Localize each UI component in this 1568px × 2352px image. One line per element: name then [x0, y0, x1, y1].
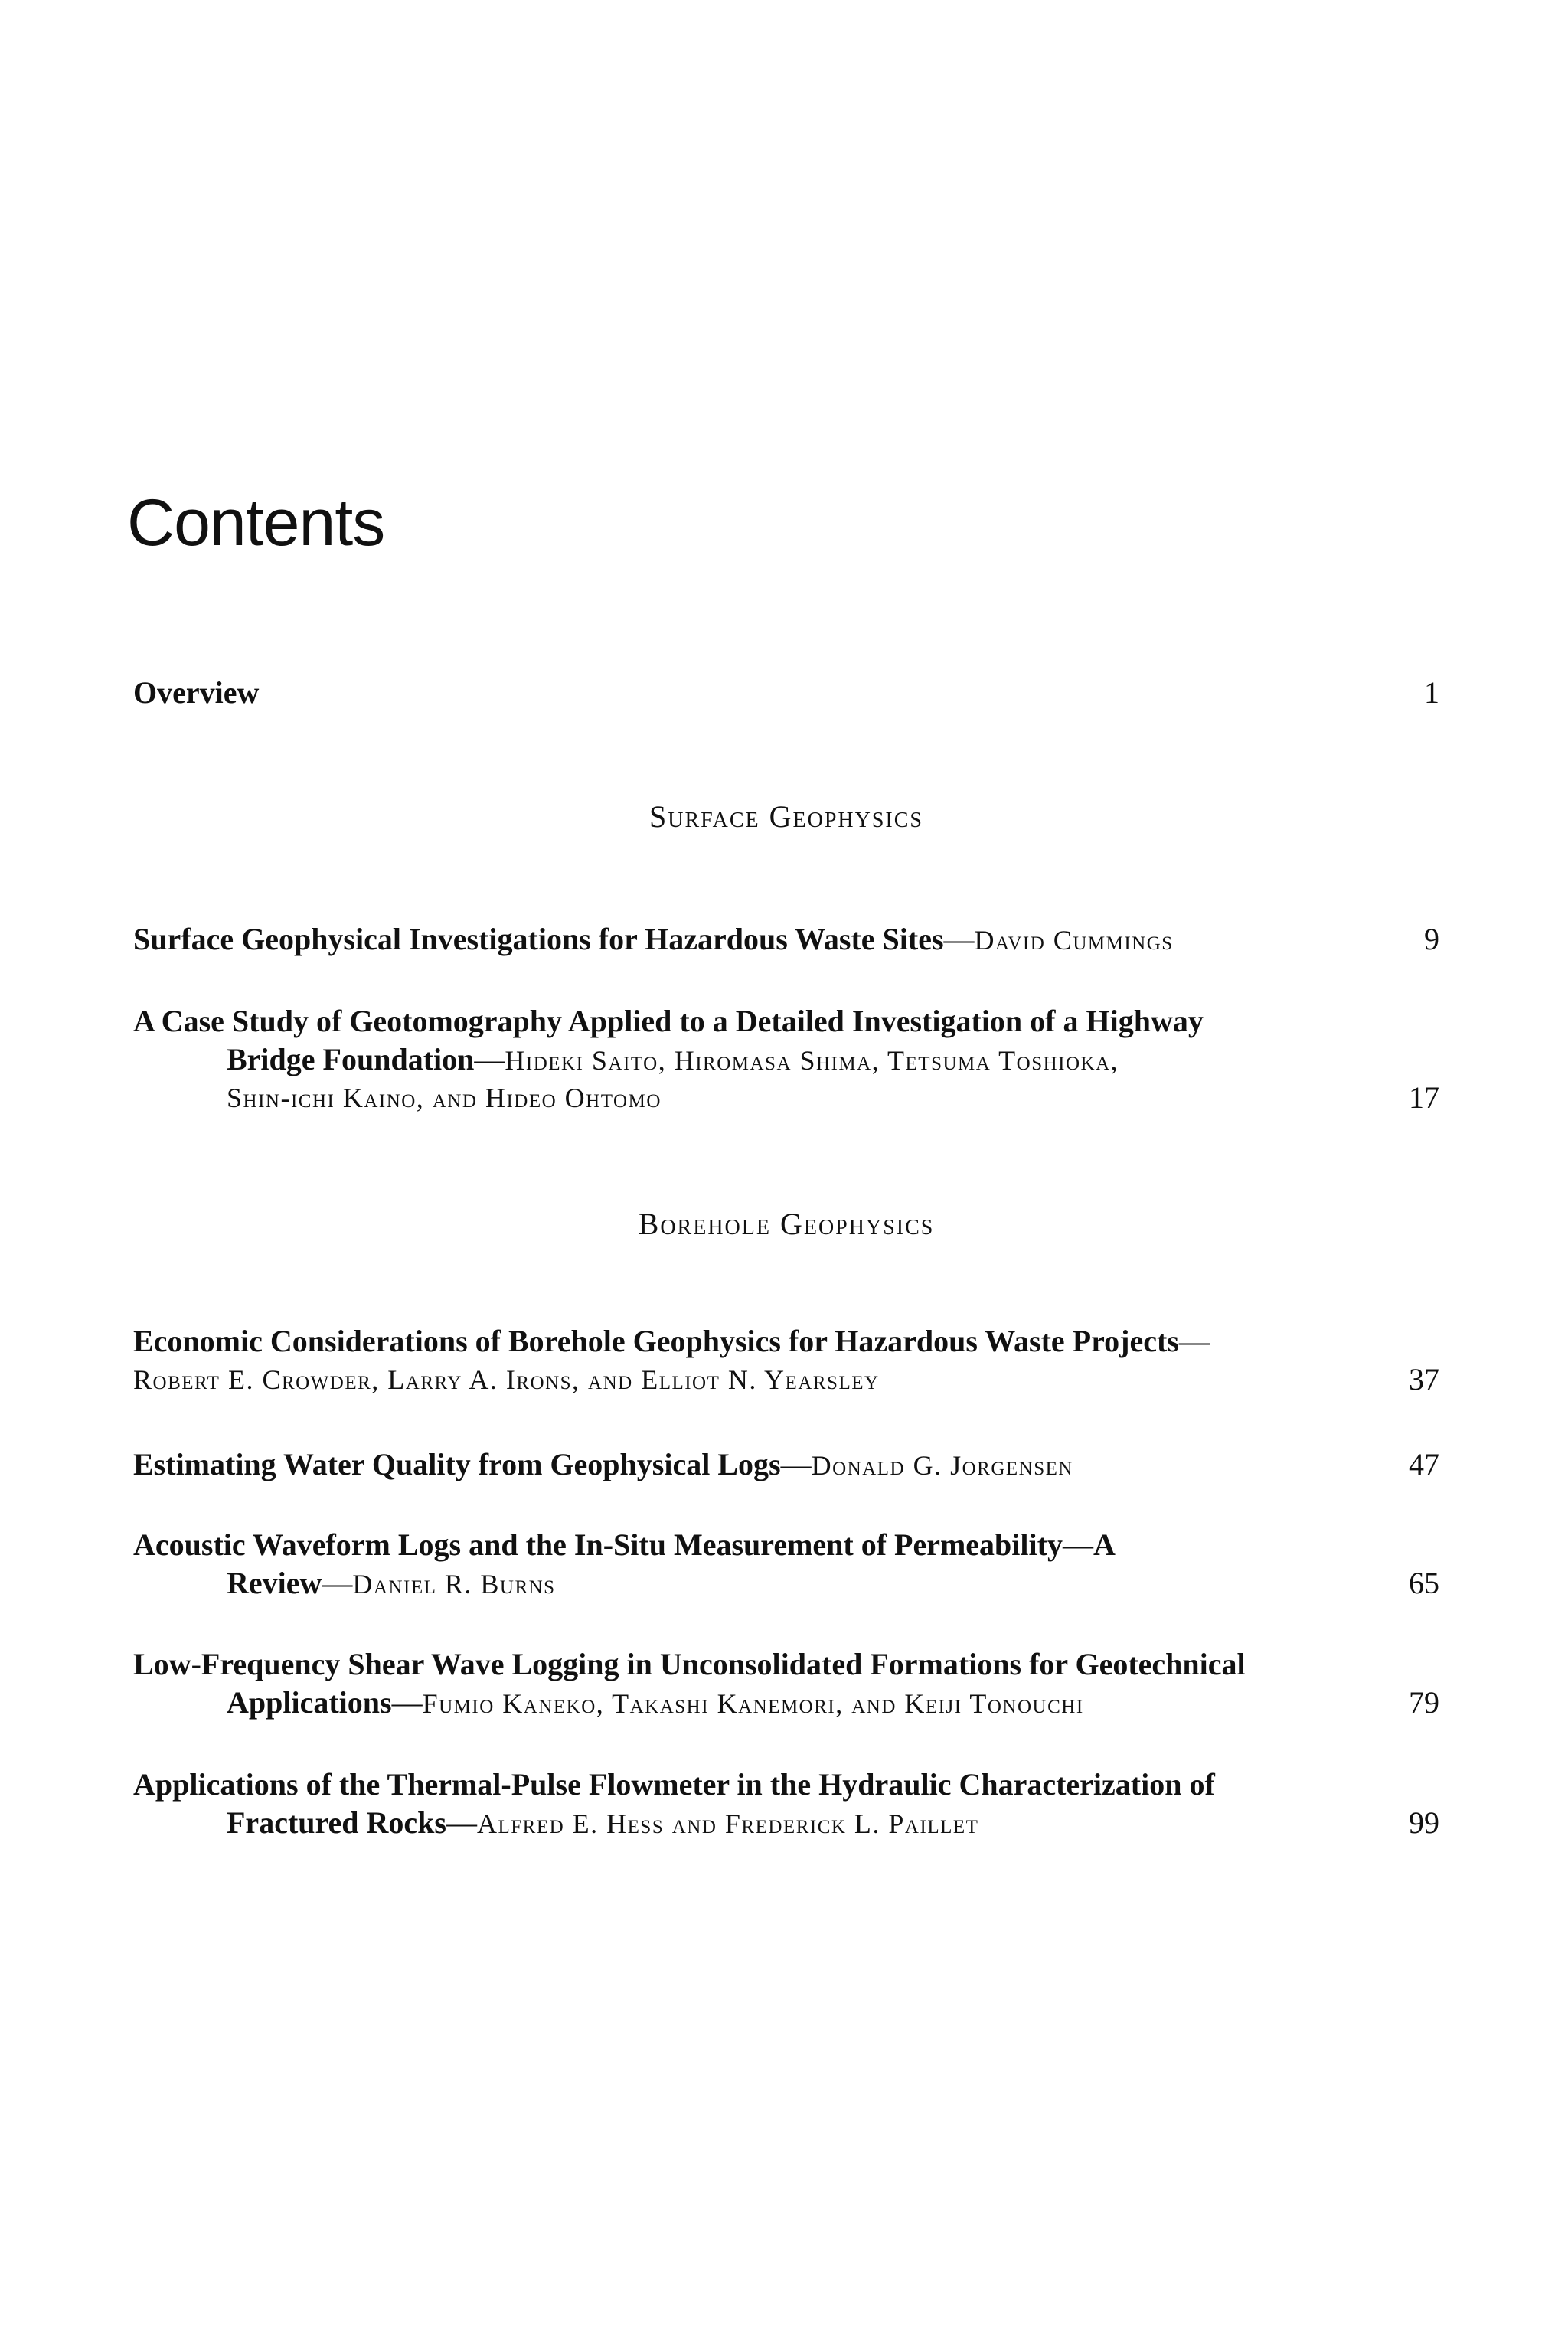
em-dash: —	[474, 1042, 505, 1076]
entry-title: Estimating Water Quality from Geophysical Logs	[133, 1447, 781, 1481]
entry-title-line2: Review	[227, 1566, 322, 1600]
em-dash: —	[391, 1685, 423, 1720]
page-title: Contents	[127, 486, 385, 560]
page-number: 1	[1424, 675, 1439, 710]
table-of-contents	[133, 0, 1439, 2352]
entry-authors: Daniel R. Burns	[352, 1569, 556, 1599]
page-number: 79	[1409, 1685, 1439, 1720]
entry-authors-line2: Shin-ichi Kaino, and Hideo Ohtomo	[227, 1083, 662, 1113]
page-number: 17	[1409, 1080, 1439, 1115]
section-heading-surface-geophysics: Surface Geophysics	[648, 799, 923, 834]
entry-authors: Alfred E. Hess and Frederick L. Paillet	[477, 1808, 979, 1839]
entry-authors-line1: Hideki Saito, Hiromasa Shima, Tetsuma Toshioka,	[505, 1045, 1119, 1076]
toc-entry[interactable]	[133, 1526, 1439, 1602]
em-dash: —	[1178, 1324, 1210, 1358]
entry-authors: David Cummings	[974, 925, 1174, 956]
entry-authors: Donald G. Jorgensen	[811, 1450, 1073, 1481]
entry-authors: Fumio Kaneko, Takashi Kanemori, and Keiji Tonouchi	[422, 1688, 1084, 1719]
em-dash: —	[943, 922, 975, 956]
entry-title-line2: Bridge Foundation	[227, 1042, 475, 1076]
toc-entry[interactable]	[133, 920, 1439, 959]
em-dash: —	[1062, 1527, 1093, 1562]
em-dash: —	[446, 1805, 477, 1840]
entry-title-tail: A	[1093, 1527, 1116, 1562]
toc-entry[interactable]	[133, 1322, 1439, 1399]
page-number: 37	[1409, 1362, 1439, 1396]
entry-title-line1: Applications of the Thermal-Pulse Flowmeter in the Hydraulic Characterization of	[133, 1767, 1215, 1802]
page-number: 65	[1409, 1566, 1439, 1600]
entry-title-line1: Low-Frequency Shear Wave Logging in Unconsolidated Formations for Geotechnical	[133, 1647, 1246, 1681]
toc-entry[interactable]	[133, 1766, 1439, 1842]
entry-title: Overview	[133, 675, 260, 710]
page-number: 47	[1409, 1447, 1439, 1481]
entry-title-line2: Fractured Rocks	[227, 1805, 446, 1840]
entry-title: Economic Considerations of Borehole Geophysics for Hazardous Waste Projects	[133, 1324, 1179, 1358]
em-dash: —	[780, 1447, 812, 1481]
toc-entry[interactable]	[133, 1446, 1439, 1484]
section-heading-borehole-geophysics: Borehole Geophysics	[638, 1207, 935, 1241]
entry-authors: Robert E. Crowder, Larry A. Irons, and Elliot N. Yearsley	[133, 1364, 880, 1395]
entry-title-line2: Applications	[227, 1685, 392, 1720]
page-number: 99	[1409, 1805, 1439, 1840]
toc-entry[interactable]	[133, 1645, 1439, 1722]
entry-title-line1: A Case Study of Geotomography Applied to a Detailed Investigation of a Highway	[133, 1004, 1204, 1038]
toc-entry-overview[interactable]	[133, 674, 1439, 712]
toc-entry[interactable]	[133, 1002, 1439, 1117]
entry-title: Surface Geophysical Investigations for Hazardous Waste Sites	[133, 922, 944, 956]
em-dash: —	[322, 1566, 353, 1600]
entry-title-line1: Acoustic Waveform Logs and the In-Situ Measurement of Permeability	[133, 1527, 1063, 1562]
page-number: 9	[1424, 922, 1439, 956]
